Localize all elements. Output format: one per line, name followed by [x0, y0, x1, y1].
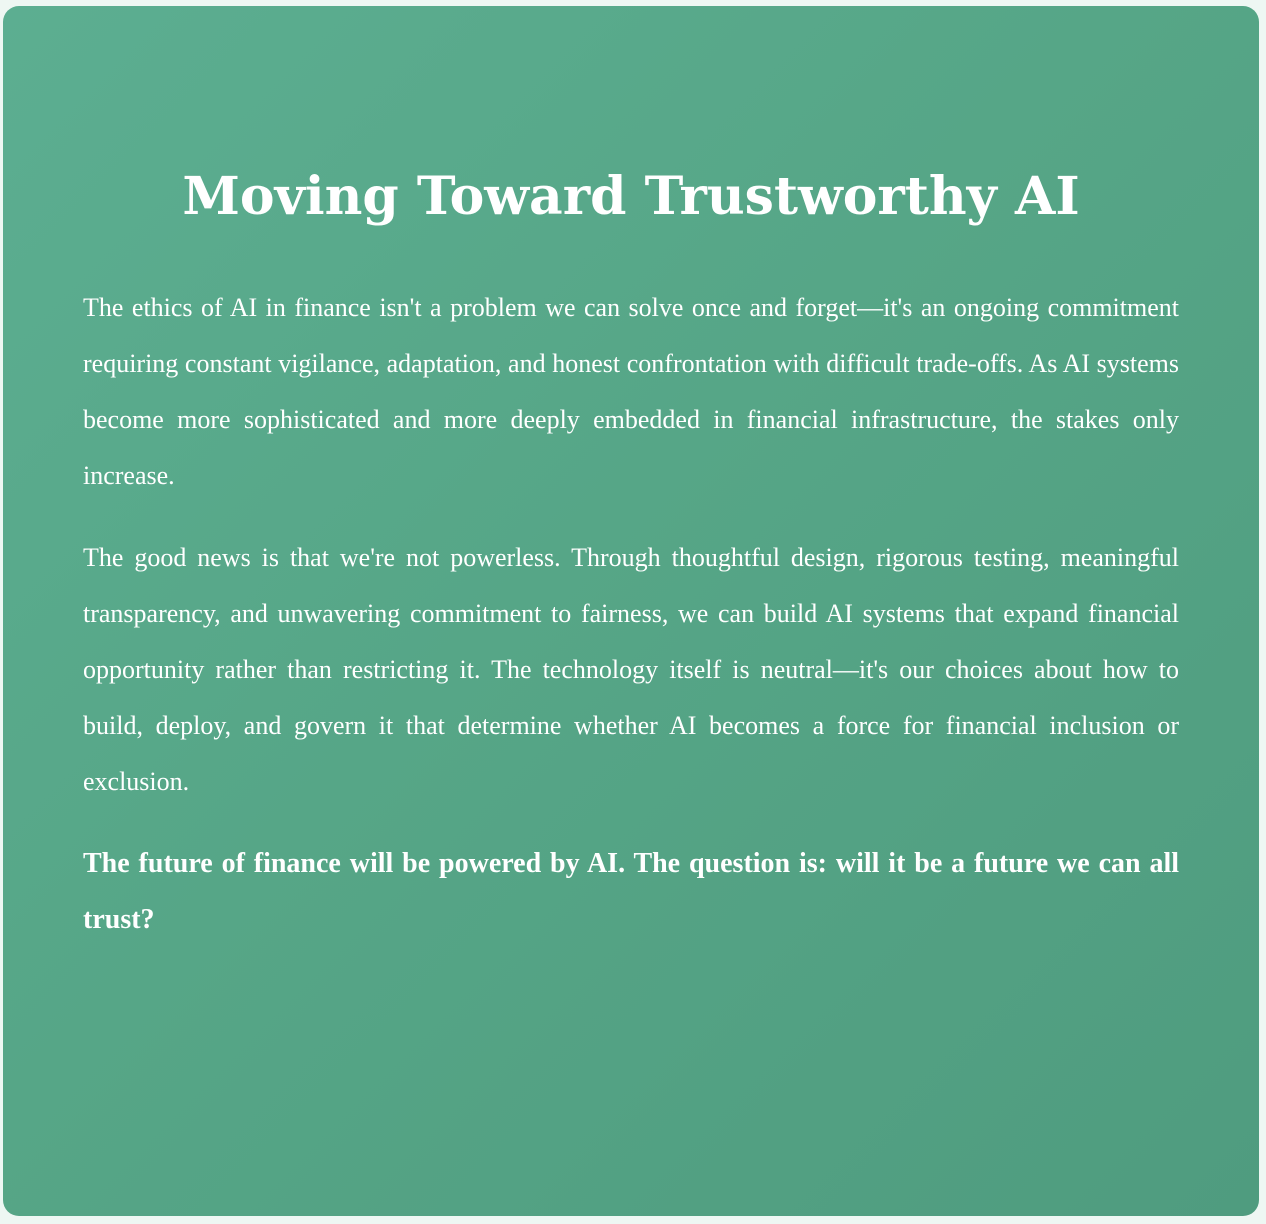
section-title: Moving Toward Trustworthy AI [182, 166, 1080, 227]
closing-statement: The future of finance will be powered by AI. The question is: will it be a future we can all trust? [83, 848, 1179, 935]
conclusion-card [3, 6, 1259, 1216]
paragraph-good-news: The good news is that we're not powerless. Through thoughtful design, rigorous testing, meaningful transparency, and unwavering commitment to fairness, we can build AI systems that expand financial opportunity rather than restricting it. The technology itself is neutral—it's our choices about how to build, deploy, and govern it that determine whether AI becomes a force for financial inclusion or exclusion. [83, 543, 1179, 796]
paragraph-ongoing-commitment: The ethics of AI in finance isn't a problem we can solve once and forget—it's an ongoing commitment requiring constant vigilance, adaptation, and honest confrontation with difficult trade-offs. As AI systems become more sophisticated and more deeply embedded in financial infrastructure, the stakes only increase. [83, 293, 1179, 490]
